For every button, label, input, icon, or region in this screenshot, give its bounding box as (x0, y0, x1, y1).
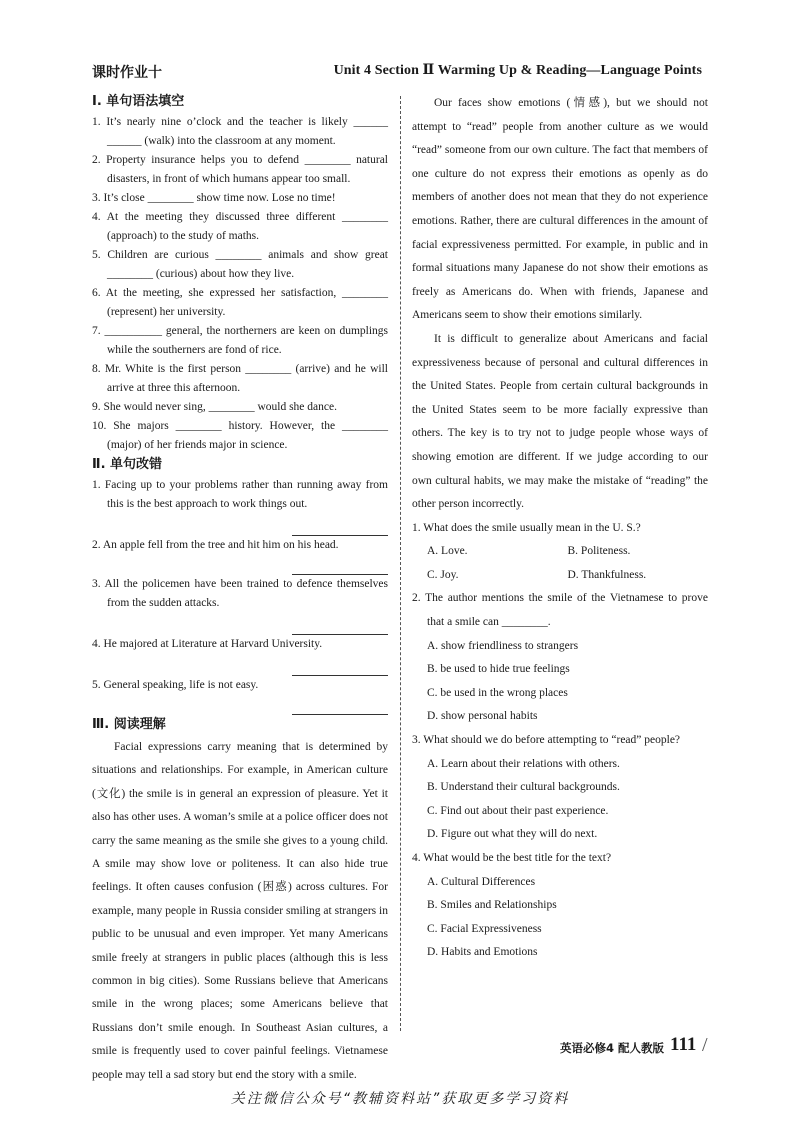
section-title-reading: Ⅲ. 阅读理解 (92, 717, 166, 732)
grammar-item: 9. She would never sing, ________ would she dance. (92, 401, 337, 413)
section-title-grammar: Ⅰ. 单句语法填空 (92, 94, 185, 109)
grammar-item: 8. Mr. White is the first person ________ (arrive) and he will arrive at three this afternoon. (92, 363, 388, 394)
option: C. Find out about their past experience. (427, 804, 609, 817)
option: B. Politeness. (567, 545, 631, 558)
page-slash-decoration: / (702, 1034, 708, 1056)
answer-line (292, 514, 388, 536)
question-stem: 2. The author mentions the smile of the Vietnamese to prove that a smile can ________. (412, 592, 708, 629)
header-lesson-label: 课时作业十 (92, 65, 162, 81)
option: C. be used in the wrong places (427, 686, 568, 699)
header-unit-title: Unit 4 Section Ⅱ Warming Up & Reading—Language Points (333, 63, 702, 78)
answer-line (292, 654, 388, 676)
grammar-item: 2. Property insurance helps you to defend ________ natural disasters, in front of which humans appear too small. (92, 154, 388, 185)
correction-item: 4. He majored at Literature at Harvard University. (92, 638, 323, 650)
passage-paragraph: Facial expressions carry meaning that is determined by situations and relationships. For example, in American culture (文化) the smile is in general an expression of pleasure. Yet it also has other uses. A woman’s smile at a police officer does not carry the same meaning as the smile she gives to a young child. A smile may show love or politeness. It can also hide true feelings. It often causes confusion (困惑) across cultures. For example, many people in Russia consider smiling at strangers in public to be unusual and even improper. Yet many Americans smile freely at strangers in public places (although this is less common in big cities). Some Russians believe that Americans smile in the wrong places; some Americans believe that Russians don’t smile enough. In Southeast Asian cultures, a smile is frequently used to cover painful feelings. Vietnamese people may tell a sad story but end the story with a smile. (92, 741, 388, 1081)
left-column (92, 92, 388, 1087)
section-title-correction: Ⅱ. 单句改错 (92, 457, 163, 472)
grammar-item: 6. At the meeting, she expressed her satisfaction, ________ (represent) her university. (92, 287, 388, 318)
answer-line (292, 555, 388, 575)
option: D. Habits and Emotions (427, 946, 538, 959)
grammar-item: 7. __________ general, the northerners are keen on dumplings while the southerners are fond of rice. (92, 325, 388, 356)
question-stem: 1. What does the smile usually mean in the U. S.? (412, 521, 641, 534)
option: D. Figure out what they will do next. (427, 828, 598, 841)
option: A. Cultural Differences (427, 875, 536, 888)
passage-paragraph: It is difficult to generalize about Americans and facial expressiveness because of personal and cultural differences in the United States. People from certain cultural backgrounds in the United States seem to be more facially expressive than others. The key is to try not to judge people whose ways of showing emotion are different. If we judge according to our own cultural habits, we may make the mistake of “reading” the other person incorrectly. (412, 332, 708, 511)
answer-line (292, 613, 388, 635)
option: A. Learn about their relations with others. (427, 757, 620, 770)
option: B. Understand their cultural backgrounds. (427, 781, 620, 794)
grammar-item: 5. Children are curious ________ animals and show great ________ (curious) about how they live. (92, 249, 388, 280)
option: C. Joy. (427, 568, 459, 581)
option-row (412, 564, 708, 588)
grammar-item: 4. At the meeting they discussed three different ________ (approach) to the study of maths. (92, 211, 388, 242)
correction-item: 1. Facing up to your problems rather than running away from this is the best approach to work things out. (92, 479, 388, 510)
grammar-item: 10. She majors ________ history. However, the ________ (major) of her friends major in science. (92, 420, 388, 451)
column-divider (400, 96, 401, 1031)
passage-paragraph: Our faces show emotions (情感), but we should not attempt to “read” people from another culture as we would “read” someone from our own culture. The fact that members of one culture do not express their emotions as openly as do members of another does not mean that they do not experience emotions. Rather, there are cultural differences in the amount of facial expressiveness permitted. For example, in public and in formal situations many Japanese do not show their emotions as freely as Americans do. When with friends, Japanese and Americans seem to show their emotions similarly. (412, 97, 708, 322)
grammar-item: 1. It’s nearly nine o’clock and the teacher is likely ______ ______ (walk) into the classroom at any moment. (92, 116, 388, 147)
correction-item: 3. All the policemen have been trained to defence themselves from the sudden attacks. (92, 578, 388, 609)
option: B. Smiles and Relationships (427, 899, 557, 912)
option: C. Facial Expressiveness (427, 922, 542, 935)
question-stem: 3. What should we do before attempting to “read” people? (412, 734, 681, 747)
page-number: 111 (670, 1034, 697, 1055)
grammar-item: 3. It’s close ________ show time now. Lose no time! (92, 192, 336, 204)
question-stem: 4. What would be the best title for the text? (412, 852, 612, 864)
option: D. Thankfulness. (567, 568, 647, 581)
footer-note: 关注微信公众号“教辅资料站”获取更多学习资料 (230, 1091, 570, 1107)
correction-item: 2. An apple fell from the tree and hit him on his head. (92, 539, 339, 551)
footer-book-label: 英语必修4 配人教版 (560, 1041, 665, 1055)
option: D. show personal habits (427, 710, 538, 723)
option-row (412, 540, 708, 564)
option: A. show friendliness to strangers (427, 639, 579, 652)
correction-item: 5. General speaking, life is not easy. (92, 679, 259, 691)
answer-line (292, 695, 388, 715)
right-column (412, 92, 708, 965)
option: A. Love. (427, 545, 468, 558)
option: B. be used to hide true feelings (427, 663, 570, 676)
